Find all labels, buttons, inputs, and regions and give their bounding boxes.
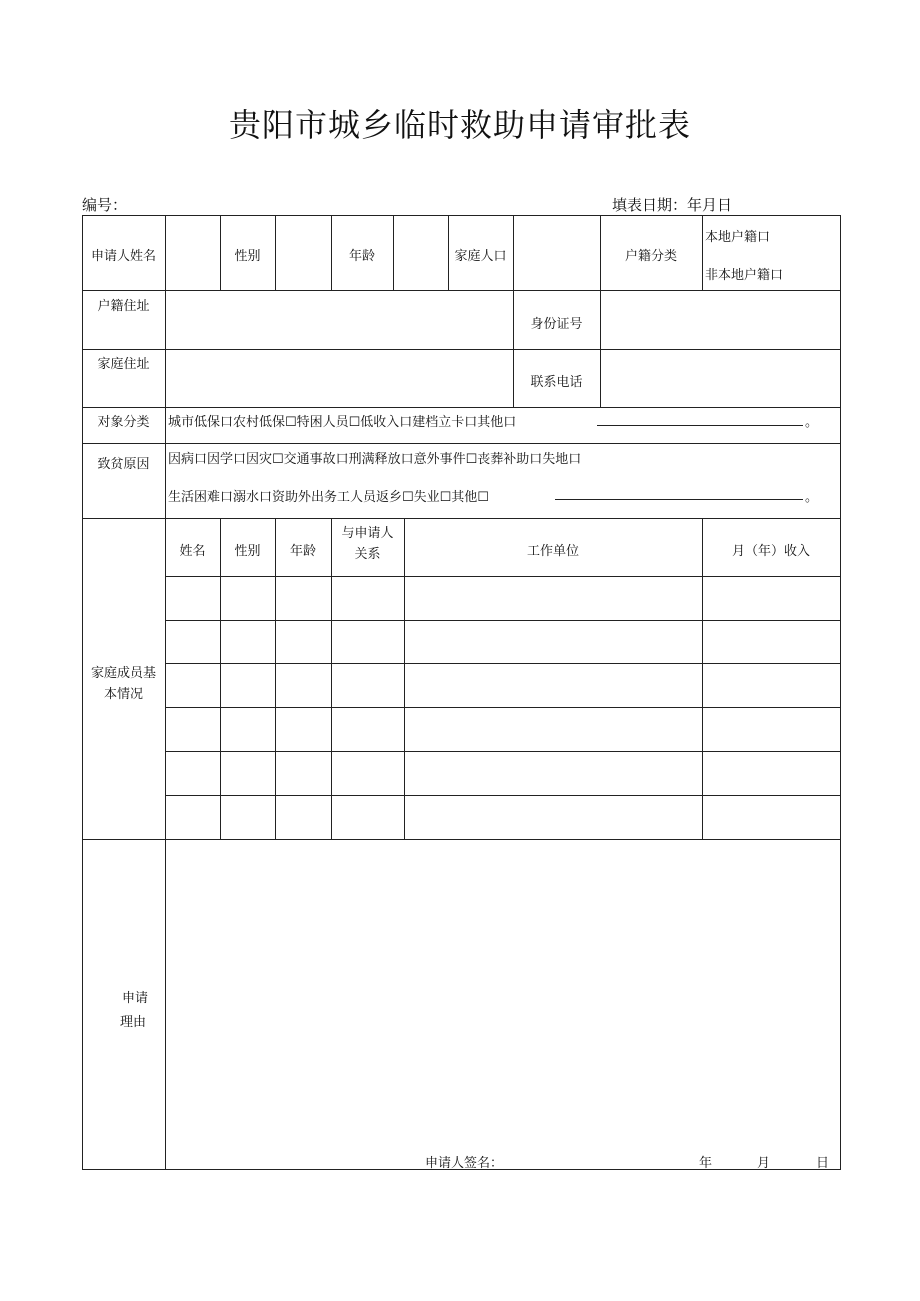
registry-option-local[interactable]: 本地户籍口 — [705, 230, 771, 245]
row-divider — [82, 518, 841, 519]
poverty-reasons-line1[interactable]: 因病口因学口因灾☐交通事故口刑满释放口意外事件☐丧葬补助口失地口 — [168, 452, 582, 467]
col-divider — [702, 215, 703, 290]
reason-label-line1: 申请 — [122, 991, 149, 1006]
category-options[interactable]: 城市低保口农村低保☐特困人员☐低收入口建档立卡口其他口 — [168, 415, 517, 430]
poverty-reason-label: 致贫原因 — [97, 457, 150, 472]
applicant-signature-label: 申请人签名： — [425, 1156, 504, 1171]
family-row-divider — [165, 620, 841, 621]
registry-option-nonlocal[interactable]: 非本地户籍口 — [705, 268, 784, 283]
id-number-label: 身份证号 — [530, 317, 583, 332]
family-row-divider — [165, 707, 841, 708]
registry-address-label: 户籍住址 — [97, 299, 150, 314]
family-header-relation-line1: 与申请人 — [341, 526, 394, 541]
reason-label-line2: 理由 — [120, 1015, 147, 1030]
family-col-divider — [275, 518, 276, 839]
row-divider — [82, 443, 841, 444]
gender-label: 性别 — [234, 249, 261, 264]
family-row-divider — [165, 576, 841, 577]
row-divider — [82, 407, 841, 408]
family-header-income: 月（年）收入 — [731, 544, 810, 559]
poverty-end-mark: 。 — [805, 490, 819, 505]
signature-day-label: 日 — [816, 1156, 830, 1171]
poverty-reasons-line2[interactable]: 生活困难口溺水口资助外出务工人员返乡☐失业☐其他☐ — [168, 490, 489, 505]
household-size-label: 家庭人口 — [454, 249, 507, 264]
family-row-divider — [165, 663, 841, 664]
registry-type-label: 户籍分类 — [624, 249, 677, 264]
family-header-name: 姓名 — [179, 544, 206, 559]
category-end-mark: 。 — [805, 415, 819, 430]
family-header-gender: 性别 — [234, 544, 261, 559]
family-col-divider — [702, 518, 703, 839]
category-other-underline — [597, 425, 803, 426]
col-divider — [393, 215, 394, 290]
row-divider — [82, 349, 841, 350]
family-col-divider — [404, 518, 405, 839]
family-header-work: 工作单位 — [526, 544, 579, 559]
col-divider — [600, 215, 601, 407]
family-col-divider — [220, 518, 221, 839]
col-divider — [165, 215, 166, 1170]
page-title: 贵阳市城乡临时救助申请审批表 — [228, 106, 691, 144]
family-header-age: 年龄 — [289, 544, 316, 559]
home-address-label: 家庭住址 — [97, 357, 150, 372]
col-divider — [275, 215, 276, 290]
signature-year-label: 年 — [699, 1156, 713, 1171]
poverty-other-underline — [555, 499, 803, 500]
family-col-divider — [331, 518, 332, 839]
family-section-label-line2: 本情况 — [103, 687, 143, 702]
row-divider — [82, 290, 841, 291]
phone-label: 联系电话 — [530, 375, 583, 390]
family-section-label-line1: 家庭成员基 — [90, 666, 156, 681]
table-border-right — [840, 215, 841, 1170]
row-divider — [82, 839, 841, 840]
family-header-relation-line2: 关系 — [354, 547, 381, 562]
family-row-divider — [165, 751, 841, 752]
fill-date-label: 填表日期：年月日 — [612, 196, 733, 214]
applicant-name-label: 申请人姓名 — [90, 249, 156, 264]
form-number-label: 编号： — [82, 196, 128, 214]
signature-month-label: 月 — [757, 1156, 771, 1171]
age-label: 年龄 — [348, 249, 375, 264]
category-label: 对象分类 — [97, 415, 150, 430]
family-row-divider — [165, 795, 841, 796]
table-border-top — [82, 215, 841, 216]
